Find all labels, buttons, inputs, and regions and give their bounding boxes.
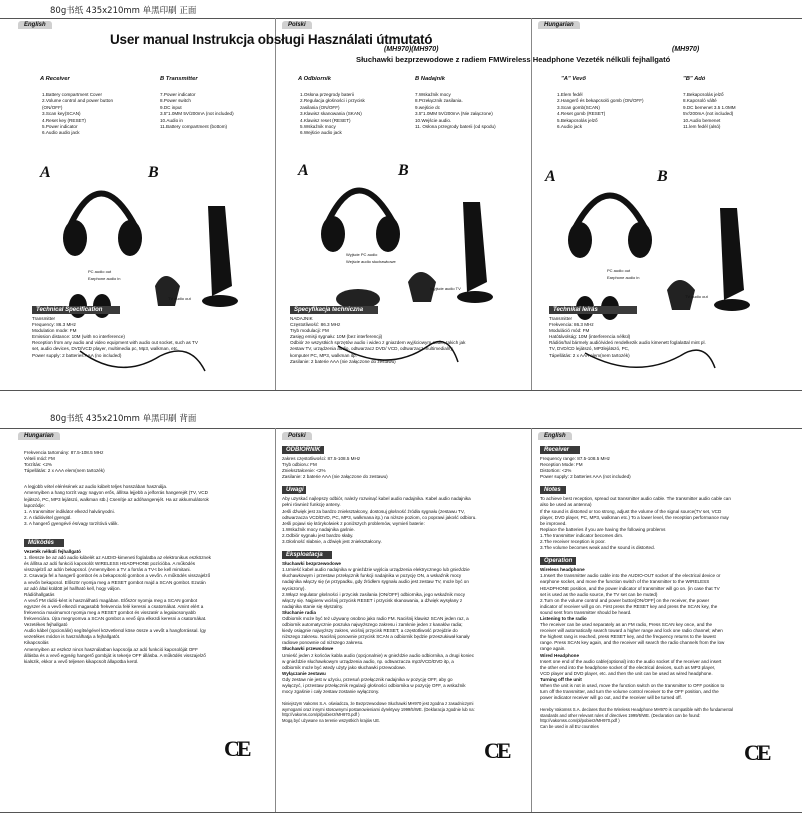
back-top-rule	[0, 428, 802, 429]
back-en-op: Wireless headphone 1.Insert the transmitter audio cable into the AUDIO-OUT socket of the electrical device or earphone socket, and move the function switch of the transmitter to the WIRELESS HEADPHONE position, and the power indicator of transmitter will go on. (in case that TV set is used as the audio source, the TV set can be muted) 2.Turn on the volume control and power button[ON/OFF] on the receiver, the power indicator of receiver will go on. First press the RESET key and press the SCAN key, the sound sent from transmitter should be heard. Listening to the radio The receiver can be used separately as an FM radio, Press SCAN key once, and the receiver will automatically search toward a higher range and lock one radio channel; when the highest rang is reached, press RESET key, and the frequency returns to the lowest range. Press SCAN key again, and the receiver will search the radio channels from the low range again. Wired Headphone Insert one end of the audio cable(optional) into the audio socket of the receiver and insert the other end into the headphone socket of the electrical devices, such as MP3 player, VCD player and DVD player, etc. and then the unit can be used as wired headphone. Turning off the unit When the unit is not in used, move the function switch on the transmitter to OFF position to turn off the transmitter, and turn the volume control receiver to the OFF position, and the power indicator receiver will go out, and the receiver will be turned off.	[540, 567, 725, 701]
hu-receiver-heading: "A" Vevő	[561, 76, 586, 82]
back-pl-op-bar: Eksploatacja	[282, 551, 332, 559]
ce-mark-hu: CE	[224, 736, 249, 761]
ce-mark-en: CE	[744, 740, 769, 765]
model-hu: (MH970)	[672, 46, 700, 53]
label-b-pl: B	[398, 162, 409, 179]
hu-callout-pc-audio-out: PC audio out	[607, 268, 631, 273]
headphone-illustration-pl	[298, 164, 526, 324]
back-pl-rec: zakres częstotliwości: 87.5-108.5 MHz Tryb odbioru: FM Zniekształcenie: <2% Zasilanie: 2 baterie AAA (nie załączone do zestawu)	[282, 456, 388, 480]
front-divider-1	[275, 18, 276, 390]
hu-spec-text: Transmitter Frekvencia: 86.3 MHz Moduláció mód: FM Hatótávolság: 10M (interferencia nélkül) Rádiós/hal bármely audió/videó rendelkezik audio kimenett foglalattal mint pl. TV, DVD/CD lejátszó, MP3lejátszó, PC, Tápellátás: 2 x AAA elem(nem tartozék)	[549, 316, 706, 358]
en-callout-earphone-in: Earphone audio in	[88, 276, 121, 281]
back-en-notes-bar: Notes	[540, 486, 566, 494]
pl-receiver-heading: A Odbiornik	[298, 76, 331, 82]
label-a-en: A	[40, 164, 51, 181]
back-en-op-bar: Operation	[540, 557, 576, 565]
en-spec-bar: Technical Specification	[32, 306, 120, 314]
back-en-notes: To achieve best reception, spread out transmitter audio cable. The transmitter audio cable can also be used as antenna) If the sound is distorted or too strong, adjust the volume of the signal source(TV set, VCD player, DVD player, PC, MP3, walkman etc.) To a lower level, the reception performance may be improved. Replace the batteries if you are having the following problems 1.The transmitter indicator becomes dim. 2.The receiver reception is poor. 3.The volume becomes weak and the sound is distorted.	[540, 496, 731, 551]
back-pl-declaration: Niniejszym Vakoms S.A. oświadcza, że Bezprzewodowe Słuchawki MH970 jest zgodna z zasadniczymi wymogami oraz innymi stosownymi postanowieniami dyrektywy 1999/5/WE. (Deklaracja zgodnie lub na: http://vakoms.com/pl/pobierz/MH970.pdf ) Mogą być używane na terenie wszystkich krajów UE.	[282, 701, 475, 723]
pl-callout-pc-audio: Wyjście PC audio	[346, 252, 378, 257]
back-en-rec: Frequency range: 87.5-108.5 MHz Reception Mode: FM Distortion: <2% Power supply: 2 batteries AAA (not included)	[540, 456, 631, 480]
back-pl-notes: Aby uzyskać najlepszy odbiór, należy rozwinąć kabel audio nadajnika. Kabel audio nadajnika pełni również funkcję anteny. Jeśli dźwięk jest za bardzo zniekształcony, dostosuj głośność źródła sygnału (zestawu TV, odtwarzacza VCD/DVD, PC, MP3, walkmana itp.) na niższe poziom, co poprawi jakość odbioru. Jeśli pojawi się którykolwiek z poniższych problemów, wymień baterie: 1.Wskaźnik mocy nadajnika gaśnie. 2.Odbiór sygnału jest bardzo słaby. 3.Głośność słabnie, a dźwięk jest zniekształcony.	[282, 496, 477, 545]
back-en-declaration: Hereby Vakomss S.A. declares that the Wireless Headphone MH970 is compatible with the fundamental standards and other relevant rules of directives 1999/5/WE. (Declaration can be found: http://vakomss.com/pl/pobierz/MH970.pdf ) Can be used in all EU countries	[540, 707, 733, 730]
back-en-rec-bar: Receiver	[540, 446, 580, 454]
back-pl-op: Słuchawki bezprzewodowe 1.Umieść kabel audio nadajnika w gnieździe wyjścia urządzenia elektrycznego lub gnieździe słuchawkowym i przestaw przełącznik funkcji nadajnika w pozycję ON, a wskaźnik mocy nadajnika włączy się (w przypadku, gdy źródłem sygnału audio jest zestaw TV, może być on wyciszony). 2.Włącz regulator głośności i przycisk zasilania (ON/OFF) odbiornika, jego wskaźnik mocy włączy się. Najpierw wciśnij przycisk RESET i przycisk skanowania, a dźwięk wysyłany z nadajnika stanie się słyszalny. Słuchanie radia Odbiornik może być też używany osobno jako radio FM. Naciśnij klawisz SCAN jeden raz, a odbiornik automatycznie poszuka najwyższego zakresu i zamknie jeden z kanałów radia; kiedy osiągnie najwyższy zakres, wciśnij przycisk RESET, a częstotliwość przejdzie do niższego zakresu. Naciśnij ponownie przycisk SCAN a odbiornik będzie przeszukiwał kanały radiowe ponownie od niższego zakresu. Słuchawki przewodowe Umieść jeden z końców kabla audio (opcjonalnie) w gnieździe audio odbiornika, a drugi koniec w gnieździe słuchawkowym urządzenia audio, np. odtwarzacza mp3/VCD/DVD itp, a odbiornik może być wtedy użyty jako słuchawki przewodowe. Wyłączanie zestawu Gdy zestaw nie jest w użyciu, przesuń przełącznik nadajnika w pozycję OFF, aby go wyłączyć, i przestaw przełącznik regulacji głośności odbiornika w pozycję OFF, a wskaźnik mocy zgaśnie i cały zestaw zostanie wyłączony.	[282, 561, 475, 695]
front-bottom-rule	[0, 390, 802, 391]
pl-spec-bar: Specyfikacja techniczna	[290, 306, 378, 314]
label-a-pl: A	[298, 162, 309, 179]
en-transmitter-heading: B Transmitter	[160, 76, 198, 82]
hu-receiver-list: 1.Elem fedél 2.Hangerő és bekapcsoló gomb (ON/OFF) 3.Scan gomb(SCAN) 4.Reset gomb (RESET) 5.Bekapcsolás jelző 6.Audio jack	[557, 92, 644, 130]
hu-transmitter-heading: "B" Adó	[683, 76, 706, 82]
pl-transmitter-list: 7.Wskaźnik mocy 8.Przełącznik zasilania. 9.wejście dc 3.5"1.0MM 5V/200mA (Nie załączone) 10.Wejście audio. 11. Osłona przegrody baterii (od spodu)	[415, 92, 496, 130]
headphone-illustration-en	[40, 166, 270, 326]
sheet-label-back: 80g书纸 435x210mm 单黑印刷 背面	[50, 414, 197, 424]
back-bottom-rule	[0, 812, 802, 813]
front-top-rule	[0, 18, 802, 19]
sheet-label-front: 80g书纸 435x210mm 单黑印刷 正面	[50, 6, 197, 16]
model-pl: (MH970)(MH970)	[384, 46, 439, 53]
back-hu-op-bar: Működés	[24, 539, 64, 547]
back-divider-2	[531, 428, 532, 812]
pl-transmitter-heading: B Nadajnik	[415, 76, 445, 82]
front-en-column	[32, 76, 270, 386]
front-pl-column	[290, 76, 526, 386]
back-hu-op: Vezeték nélküli fejhallgató 1. Illessze be az adó audio kábelét az AUDIO-kimeneti foglalatba az elektronikus eszköznek és állítsa az adó funkció kapcsolót WIRELESS HEADPHONE pozícióba. A működés visszajelző az adón bekapcsol. (Amennyiben a TV a forrás a TV-t be kell mimitani. 2. Csavarja fel a hangerő gombot és a bekapcsoló gombon a vevőn. A működés visszajelző a vevőn bekapcsol. Először nyomja meg a RESET gombot majd a SCAN gombot. Ezután az adó által küldött jel hallható kell, hogy váljon. Rádióhallgatás A vevő FM rádió-ként is használható magában. Először nyomja meg a SCAN gombot egyszer és a vevő elkezdi magasabb frekvencia felé keresni a csatornákat. Amint elért a frekvencia maximumot nyomja meg a RESET gombot és visszatér a legalacsonyabb frekvenciára. Újra megnyomva a SCAN gombot a vevő újra elkezdi keresni a csatornákat. Vezetékes fejhallgató Audio kábel (opcionális) segítségével közvetlenül köse össze a vevőt a hangforrással. Így vezetékes módon is használhatja a fejhallgatót. Kikapcsolás Amennyiben az eszköz nincs használatban kapcsolja az adó funkció kapcsolóját OFF állásba és a vevő egység hangerő gombját is tekerje OFF állásba. A működés visszajelző kialszik, ekkor a vevő teljesen kikapcsolt állapotba kerül.	[24, 549, 211, 664]
back-hu-notes: A legjobb vétel elérésének az audio kábelt teljes hosszában használja. Amennyiben a hang torzít vagy nagyon erős, állítsa lejjebb a jelforrás hangerejét (TV, VCD lejátszó, PC, MP3 lejátszó, walkman stb.) Csenítje az adóhangerejét. Ha az akkumulátorok lapozódje: 1. A transmitter indikátor elkezd halványodni. 2. A rádióvétel gyengül. 3. A hangerő gyengévé és/vagy torzítóvá válik.	[24, 484, 209, 526]
back-pl-rec-bar: ODBIORNIK	[282, 446, 324, 454]
pl-receiver-list: 1.Osłona przegrody baterii 2.Regulacja głośności i przycisk zasilania (ON/OFF) 3.Klawisz skanowania (SKAN) 4.Klawisz reset (RESET) 5.Wskaźnik mocy 6.Wejście audio jack	[300, 92, 365, 136]
headphone-illustration-hu	[555, 168, 795, 328]
tab-polski-back: Polski	[282, 432, 312, 440]
tab-english-back: English	[538, 432, 572, 440]
label-a-hu: A	[545, 168, 556, 185]
pl-callout-tv-audio: Wyjście audio TV	[430, 286, 461, 291]
front-hu-column	[545, 76, 795, 386]
label-b-hu: B	[657, 168, 668, 185]
tab-hungarian-front: Hungarian	[538, 21, 580, 29]
en-spec-text: Transmitter Frequency: 86.3 MHz Modulation mode: FM Emission distance: 10M (with no interference) Reception from any audio and video equipment with audio out socket, such as TV set, audio devices, DVD/VCD player, multimedia pc, Mp3, walkman, etc. Power supply: 2 batteries AAA (no included)	[32, 316, 198, 358]
label-b-en: B	[148, 164, 159, 181]
hu-callout-earphone-in: Earphone audio in	[607, 275, 640, 280]
en-receiver-heading: A Receiver	[40, 76, 70, 82]
back-hu-intro: Frekvencia tartomány: 87.5-108.5 MHz Vételi mód: FM Torzítás: <2% Tápellátás: 2 x AAA elem(nem tartozék)	[24, 450, 105, 474]
en-transmitter-list: 7.Power indicator 8.Power switch 9.DC input 3.5"1.0MM 5V/200mA (not included) 10.Audio in 11.Battery compartment (bottom)	[160, 92, 234, 130]
en-callout-pc-audio-out: PC audio out	[88, 269, 112, 274]
hu-transmitter-list: 7.Bekapcsolás jelző 8.Kapcsoló válté 9.DC bemenet 3.5 1.0MM 5V/200mA (not included) 10.Audio bemenet 11.lem fedél (alsó)	[683, 92, 736, 130]
front-divider-2	[531, 18, 532, 390]
tab-hungarian-back: Hungarian	[18, 432, 60, 440]
en-callout-tv-audio-out: TV audio out	[168, 296, 191, 301]
pl-spec-text: NADAJNIK Częstotliwość: 86.3 MHz Tryb modulacji: FM Zasięg emisji sygnału: 10M (bez interferencji) Odbiór ze wszystkich sprzętów audio i wideo z gniazdem wyjściowym audio, takich jak zestaw TV, urządzenia audio, odtwarzacz DVD/ VCD, odtwarzacz multimedialny, komputer PC, MP3, walkman itp. Zasilanie: 2 baterie AAA (nie załączone do zestawu)	[290, 316, 466, 364]
title-en: User manual Instrukcja obsługi Használati útmutató	[110, 32, 433, 47]
subtitle: Słuchawki bezprzewodowe z radiem FMWireless Headphone Vezeték nélküli fejhallgató	[356, 55, 671, 64]
hu-callout-tv-audio-out: TV audio out	[685, 294, 708, 299]
tab-english-front: English	[18, 21, 52, 29]
hu-spec-bar: Technikai leírás	[549, 306, 637, 314]
en-receiver-list: 1.Battery compartment Cover 2.Volume control and power button (ON/OFF) 3.Scan key(SCAN) 4.Reset key (RESET) 5.Power indicator 6.Audio audio jack	[42, 92, 113, 136]
back-pl-notes-bar: Uwagi	[282, 486, 306, 494]
back-divider-1	[275, 428, 276, 812]
ce-mark-pl: CE	[484, 738, 509, 763]
pl-callout-earphone: Wejście audio słuchawkowe	[346, 259, 396, 264]
tab-polski-front: Polski	[282, 21, 312, 29]
